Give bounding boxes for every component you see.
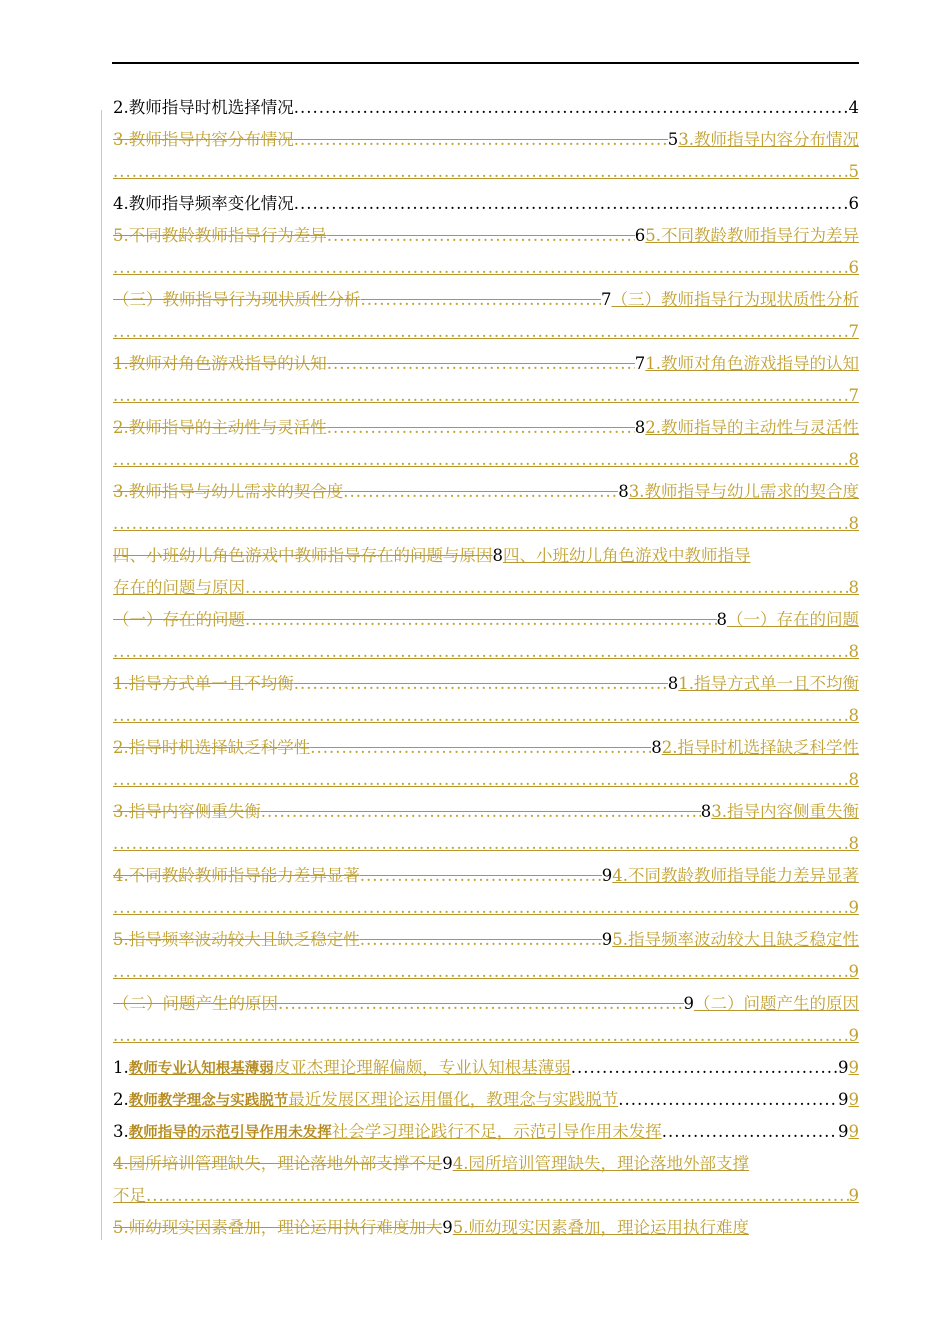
toc-deleted-leader xyxy=(294,668,668,700)
header-rule xyxy=(112,62,859,64)
toc-inserted-leader xyxy=(113,252,849,284)
toc-inserted-page[interactable]: 9 xyxy=(848,1186,859,1205)
toc-inserted-leader xyxy=(113,892,849,924)
toc-inserted-title[interactable]: 2.教师指导的主动性与灵活性 xyxy=(645,418,859,437)
toc-line[interactable] xyxy=(113,316,859,348)
toc-line[interactable] xyxy=(113,348,859,380)
toc-line[interactable] xyxy=(113,124,859,156)
toc-inserted-title[interactable]: 四、小班幼儿角色游戏中教师指导 xyxy=(503,546,751,565)
toc-line[interactable] xyxy=(113,956,859,988)
toc-inserted-page[interactable]: 6 xyxy=(848,258,859,277)
toc-deleted-page: 8 xyxy=(618,482,629,501)
toc-inserted-title[interactable]: （二）问题产生的原因 xyxy=(694,994,859,1013)
toc-deleted-leader xyxy=(361,284,602,316)
toc-inserted-leader xyxy=(113,956,849,988)
toc-inserted-page[interactable]: 8 xyxy=(848,578,859,597)
toc-line[interactable] xyxy=(113,92,859,124)
toc-page-number: 9 xyxy=(838,1058,849,1077)
toc-line[interactable] xyxy=(113,1148,859,1180)
table-of-contents xyxy=(113,92,859,1244)
toc-deleted-page: 9 xyxy=(442,1154,453,1173)
toc-inserted-leader xyxy=(146,1180,849,1212)
toc-line[interactable] xyxy=(113,636,859,668)
toc-inserted-leader xyxy=(113,444,849,476)
toc-deleted-title: 2.指导时机选择缺乏科学性 xyxy=(113,738,311,757)
toc-inserted-page[interactable]: 8 xyxy=(848,706,859,725)
toc-deleted-title: 5.师幼现实因素叠加，理论运用执行难度加大 xyxy=(113,1218,443,1237)
toc-leader xyxy=(618,1084,838,1116)
toc-inserted-leader xyxy=(113,828,849,860)
toc-deleted-title: 4.园所培训管理缺失，理论落地外部支撑不足 xyxy=(113,1154,443,1173)
toc-deleted-leader xyxy=(327,412,635,444)
toc-deleted-leader xyxy=(360,860,602,892)
toc-deleted-leader xyxy=(327,348,635,380)
toc-leader xyxy=(662,1116,838,1148)
toc-deleted-title: 4.不同教龄教师指导能力差异显著 xyxy=(113,866,360,885)
toc-inserted-page[interactable]: 9 xyxy=(848,962,859,981)
toc-inserted-leader xyxy=(113,380,849,412)
toc-leader xyxy=(571,1052,838,1084)
toc-deleted-page: 5 xyxy=(667,130,679,149)
toc-inserted-leader xyxy=(113,156,849,188)
toc-deleted-title: （三）教师指导行为现状质性分析 xyxy=(113,290,361,309)
toc-line[interactable] xyxy=(113,892,859,924)
toc-deleted-page: 7 xyxy=(634,354,646,373)
toc-entry-number: 2. xyxy=(113,1090,129,1109)
toc-line[interactable] xyxy=(113,796,859,828)
toc-deleted-page: 9 xyxy=(601,930,613,949)
toc-inserted-page[interactable]: 9 xyxy=(848,1122,859,1141)
toc-inserted-title[interactable]: 5.指导频率波动较大且缺乏稳定性 xyxy=(612,930,859,949)
toc-inserted-leader xyxy=(113,1020,849,1052)
toc-deleted-page: 8 xyxy=(492,546,503,565)
toc-line[interactable] xyxy=(113,156,859,188)
toc-line[interactable] xyxy=(113,1180,859,1212)
toc-inserted-title[interactable]: 1.教师对角色游戏指导的认知 xyxy=(645,354,859,373)
toc-deleted-leader xyxy=(278,988,684,1020)
toc-deleted-title: 3.指导内容侧重失衡 xyxy=(113,802,261,821)
toc-inserted-subtitle[interactable]: 社会学习理论践行不足，示范引导作用未发挥 xyxy=(331,1122,662,1141)
toc-deleted-leader xyxy=(261,796,701,828)
toc-inserted-bold-title[interactable]: 教师教学理念与实践脱节 xyxy=(128,1092,289,1109)
toc-line[interactable] xyxy=(113,380,859,412)
toc-inserted-page[interactable]: 9 xyxy=(848,1026,859,1045)
toc-inserted-title[interactable]: 3.指导内容侧重失衡 xyxy=(711,802,859,821)
toc-line[interactable] xyxy=(113,764,859,796)
toc-line[interactable] xyxy=(113,188,859,220)
toc-inserted-leader xyxy=(245,572,849,604)
toc-deleted-page: 8 xyxy=(667,674,679,693)
toc-deleted-title: 1.指导方式单一且不均衡 xyxy=(113,674,294,693)
toc-inserted-title[interactable]: 4.不同教龄教师指导能力差异显著 xyxy=(612,866,859,885)
toc-inserted-title[interactable]: 5.不同教龄教师指导行为差异 xyxy=(645,226,859,245)
toc-line[interactable] xyxy=(113,220,859,252)
toc-line[interactable] xyxy=(113,252,859,284)
toc-deleted-leader xyxy=(310,732,651,764)
toc-line[interactable] xyxy=(113,732,859,764)
toc-line[interactable] xyxy=(113,860,859,892)
toc-deleted-page: 6 xyxy=(634,226,646,245)
toc-inserted-page[interactable]: 9 xyxy=(848,898,859,917)
toc-deleted-page: 8 xyxy=(634,418,646,437)
toc-deleted-page: 8 xyxy=(716,610,727,629)
toc-inserted-title[interactable]: 3.教师指导内容分布情况 xyxy=(678,130,859,149)
toc-line[interactable] xyxy=(113,828,859,860)
toc-page-number: 9 xyxy=(838,1090,849,1109)
toc-line[interactable] xyxy=(113,1084,859,1116)
toc-line[interactable] xyxy=(113,572,859,604)
toc-inserted-bold-title[interactable]: 教师指导的示范引导作用未发挥 xyxy=(128,1124,332,1141)
toc-line[interactable] xyxy=(113,1116,859,1148)
toc-inserted-title-cont[interactable]: 不足 xyxy=(113,1186,146,1205)
toc-line[interactable] xyxy=(113,988,859,1020)
toc-inserted-page[interactable]: 8 xyxy=(848,642,859,661)
toc-entry-title: 2.教师指导时机选择情况 xyxy=(113,98,294,117)
toc-inserted-title[interactable]: 4.园所培训管理缺失，理论落地外部支撑 xyxy=(452,1154,749,1173)
toc-inserted-subtitle[interactable]: 皮亚杰理论理解偏颇，专业认知根基薄弱 xyxy=(273,1058,571,1077)
toc-page-number: 9 xyxy=(838,1122,849,1141)
toc-deleted-title: 2.教师指导的主动性与灵活性 xyxy=(113,418,327,437)
toc-inserted-title[interactable]: （三）教师指导行为现状质性分析 xyxy=(611,290,859,309)
toc-leader xyxy=(294,92,849,124)
toc-inserted-page[interactable]: 5 xyxy=(848,162,859,181)
toc-line[interactable] xyxy=(113,700,859,732)
toc-deleted-title: 3.教师指导内容分布情况 xyxy=(113,130,294,149)
toc-deleted-page: 9 xyxy=(442,1218,453,1237)
toc-line[interactable] xyxy=(113,540,859,572)
toc-deleted-page: 9 xyxy=(683,994,694,1013)
toc-inserted-leader xyxy=(113,700,849,732)
toc-inserted-page[interactable]: 9 xyxy=(848,1090,859,1109)
toc-inserted-leader xyxy=(113,764,849,796)
toc-deleted-title: （一）存在的问题 xyxy=(113,610,245,629)
toc-inserted-page[interactable]: 9 xyxy=(848,1058,859,1077)
toc-inserted-title[interactable]: 3.教师指导与幼儿需求的契合度 xyxy=(628,482,859,501)
toc-deleted-page: 8 xyxy=(700,802,712,821)
toc-line[interactable] xyxy=(113,1020,859,1052)
toc-inserted-page[interactable]: 8 xyxy=(848,514,859,533)
toc-inserted-page[interactable]: 7 xyxy=(848,386,859,405)
toc-inserted-page[interactable]: 8 xyxy=(848,770,859,789)
toc-inserted-subtitle[interactable]: 最近发展区理论运用僵化，教理念与实践脱节 xyxy=(288,1090,619,1109)
toc-inserted-page[interactable]: 7 xyxy=(848,322,859,341)
toc-deleted-title: 四、小班幼儿角色游戏中教师指导存在的问题与原因 xyxy=(113,546,493,565)
toc-deleted-leader xyxy=(360,924,602,956)
toc-line[interactable] xyxy=(113,668,859,700)
toc-page-number: 6 xyxy=(848,194,859,213)
toc-inserted-title[interactable]: 5.师幼现实因素叠加，理论运用执行难度 xyxy=(452,1218,749,1237)
toc-deleted-page: 8 xyxy=(651,738,662,757)
toc-line[interactable] xyxy=(113,924,859,956)
revision-margin-bar xyxy=(101,110,102,1240)
toc-inserted-title[interactable]: 1.指导方式单一且不均衡 xyxy=(678,674,859,693)
toc-inserted-leader xyxy=(113,316,849,348)
toc-entry-number: 1. xyxy=(113,1058,129,1077)
toc-deleted-title: （二）问题产生的原因 xyxy=(113,994,278,1013)
toc-deleted-leader xyxy=(245,604,717,636)
toc-inserted-bold-title[interactable]: 教师专业认知根基薄弱 xyxy=(128,1060,274,1077)
toc-line[interactable] xyxy=(113,412,859,444)
toc-deleted-title: 1.教师对角色游戏指导的认知 xyxy=(113,354,327,373)
toc-inserted-title[interactable]: （一）存在的问题 xyxy=(727,610,859,629)
toc-line[interactable] xyxy=(113,1052,859,1084)
toc-page-number: 4 xyxy=(848,98,859,117)
toc-line[interactable] xyxy=(113,508,859,540)
toc-deleted-leader xyxy=(327,220,635,252)
toc-entry-title: 4.教师指导频率变化情况 xyxy=(113,194,294,213)
toc-line[interactable] xyxy=(113,444,859,476)
toc-deleted-leader xyxy=(294,124,668,156)
toc-inserted-leader xyxy=(113,636,849,668)
toc-line[interactable] xyxy=(113,284,859,316)
toc-entry-number: 3. xyxy=(113,1122,129,1141)
toc-leader xyxy=(294,188,849,220)
toc-inserted-title[interactable]: 2.指导时机选择缺乏科学性 xyxy=(661,738,859,757)
toc-inserted-title-cont[interactable]: 存在的问题与原因 xyxy=(113,578,245,597)
toc-inserted-page[interactable]: 8 xyxy=(848,834,859,853)
toc-inserted-leader xyxy=(113,508,849,540)
toc-deleted-page: 9 xyxy=(601,866,613,885)
toc-deleted-page: 7 xyxy=(601,290,612,309)
toc-inserted-page[interactable]: 8 xyxy=(848,450,859,469)
toc-line[interactable] xyxy=(113,1212,859,1244)
toc-deleted-title: 5.不同教龄教师指导行为差异 xyxy=(113,226,327,245)
toc-line[interactable] xyxy=(113,604,859,636)
toc-deleted-leader xyxy=(343,476,618,508)
toc-deleted-title: 5.指导频率波动较大且缺乏稳定性 xyxy=(113,930,360,949)
toc-line[interactable] xyxy=(113,476,859,508)
toc-deleted-title: 3.教师指导与幼儿需求的契合度 xyxy=(113,482,344,501)
